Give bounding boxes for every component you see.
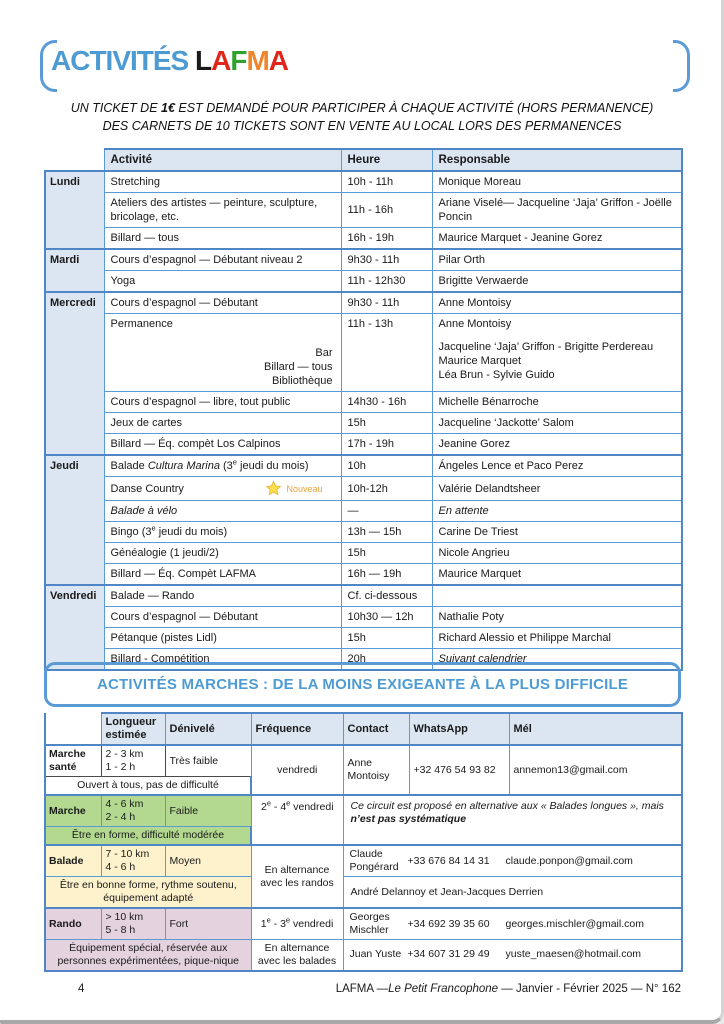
activity-cell: Jeux de cartes <box>104 413 341 434</box>
activity-cell: Yoga <box>104 271 341 293</box>
responsable-cell: Suivant calendrier <box>432 649 682 671</box>
responsable-cell: Brigitte Verwaerde <box>432 271 682 293</box>
frequency-text: - 3 <box>270 917 286 930</box>
responsable-cell: Jeanine Gorez <box>432 434 682 456</box>
time-cell: 11h - 12h30 <box>341 271 432 293</box>
elevation-cell: Moyen <box>165 845 251 877</box>
superscript: e <box>266 915 271 924</box>
corner-cell <box>45 713 101 745</box>
activity-cell <box>104 455 341 477</box>
frequency-cell: En alternance avec les randos <box>251 845 343 908</box>
page-footer <box>44 983 681 995</box>
table-row <box>45 522 682 543</box>
superscript: e <box>232 457 237 467</box>
activity-text-italic: Cultura Marina <box>147 460 220 472</box>
time-cell: 13h — 15h <box>341 522 432 543</box>
length-km: > 10 km <box>105 911 144 923</box>
time-cell: 15h <box>341 628 432 649</box>
activity-cell <box>104 522 341 543</box>
table-row-rando <box>45 908 682 940</box>
time-cell: — <box>341 501 432 522</box>
day-cell-mardi: Mardi <box>45 249 104 292</box>
contact-group-cell <box>343 940 682 972</box>
contact-cell: Georges Mischler <box>349 911 390 936</box>
contact-group-cell <box>343 908 682 940</box>
length-km: 2 - 3 km <box>105 748 144 760</box>
frequency-cell: En alternance avec les balades <box>251 940 343 972</box>
title-word: ACTIVITÉS <box>51 45 196 76</box>
info-text-bold: n’est pas systématique <box>350 813 467 825</box>
table-row-balade <box>45 845 682 877</box>
responsable-sublist <box>439 340 676 382</box>
responsable-cell: En attente <box>432 501 682 522</box>
time-cell: Cf. ci-dessous <box>341 585 432 607</box>
responsable-cell: Monique Moreau <box>432 171 682 193</box>
activity-text: (3 <box>219 460 233 472</box>
ticket-notice <box>24 99 700 135</box>
activity-subitem: Bibliothèque <box>271 375 333 387</box>
activity-text: Balade <box>110 460 148 472</box>
activity-subitem: Bar <box>315 347 333 359</box>
whatsapp-cell: +33 676 84 14 31 <box>407 854 490 867</box>
table-row <box>45 193 682 228</box>
length-cell <box>101 745 165 777</box>
contact-cell: Claude Pongérard <box>349 848 399 873</box>
activity-cell: Cours d’espagnol — Débutant <box>104 607 341 628</box>
contact-cell: Juan Yuste <box>349 948 402 961</box>
time-cell: 15h <box>341 413 432 434</box>
activity-cell: Généalogie (1 jeudi/2) <box>104 543 341 564</box>
superscript: e <box>285 915 291 924</box>
frequency-text: vendredi <box>290 801 334 813</box>
superscript: e <box>151 523 156 533</box>
ticket-notice-line1 <box>24 99 700 117</box>
notice-text: UN TICKET DE <box>70 101 162 115</box>
time-cell: 11h - 13h <box>341 314 432 392</box>
whatsapp-cell: +32 476 54 93 82 <box>409 745 509 795</box>
title-letter: F <box>230 45 247 76</box>
time-cell: 9h30 - 11h <box>341 249 432 271</box>
footer-newsletter-name: Le Petit Francophone <box>388 983 499 995</box>
footer-text-part: — Janvier - Février 2025 — N° 162 <box>498 983 681 995</box>
email-cell: yuste_maesen@hotmail.com <box>505 948 642 961</box>
table-row-marche <box>45 795 682 827</box>
title-letter: M <box>246 45 269 76</box>
info-text: Ce circuit est proposé en alternative aux « Balades longues », mais <box>350 800 664 812</box>
info-cell <box>343 795 682 845</box>
length-cell <box>101 908 165 940</box>
table-header-row <box>45 149 682 171</box>
notice-text: EST DEMANDÉ POUR PARTICIPER À CHAQUE ACTIVITÉ (HORS PERMANENCE) <box>174 101 654 115</box>
length-hours: 1 - 2 h <box>105 761 136 773</box>
table-row <box>45 271 682 293</box>
time-cell: 17h - 19h <box>341 434 432 456</box>
superscript: e <box>286 798 291 808</box>
time-cell: 10h-12h <box>341 477 432 501</box>
table-row <box>45 477 682 501</box>
table-row <box>45 228 682 250</box>
responsable-line: Maurice Marquet <box>438 355 522 367</box>
responsable-cell: Ariane Viselé— Jacqueline ‘Jaja’ Griffon - Joëlle Poncin <box>432 193 682 228</box>
responsable-cell: Ángeles Lence et Paco Perez <box>432 455 682 477</box>
time-cell: 16h - 19h <box>341 228 432 250</box>
activities-table <box>44 148 683 671</box>
activity-text: jeudi du mois) <box>236 460 309 472</box>
responsable-line: Anne Montoisy <box>438 318 512 330</box>
time-cell: 10h <box>341 455 432 477</box>
table-row <box>45 292 682 314</box>
responsable-cell <box>432 314 682 392</box>
row-label-cell: Rando <box>45 908 101 940</box>
time-cell: 9h30 - 11h <box>341 292 432 314</box>
partial-divider <box>412 877 682 878</box>
time-cell: 20h <box>341 649 432 671</box>
column-header-longueur: Longueur estimée <box>101 713 165 745</box>
marches-table <box>44 712 683 972</box>
note-cell: Ouvert à tous, pas de difficulté <box>45 777 251 796</box>
column-header-contact: Contact <box>343 713 409 745</box>
length-hours: 2 - 4 h <box>105 811 136 823</box>
note-cell: Équipement spécial, réservée aux personnes expérimentées, pique-nique <box>45 940 251 972</box>
responsable-cell: Michelle Bénarroche <box>432 392 682 413</box>
page-number: 4 <box>78 983 85 995</box>
activity-cell: Pétanque (pistes Lidl) <box>104 628 341 649</box>
length-cell <box>101 795 165 827</box>
activity-cell: Cours d’espagnol — Débutant niveau 2 <box>104 249 341 271</box>
column-header-denivele: Dénivelé <box>165 713 251 745</box>
activity-sublist <box>111 346 335 388</box>
table-row <box>45 877 682 909</box>
title-letter: A <box>211 45 231 76</box>
time-cell: 10h30 — 12h <box>341 607 432 628</box>
responsable-cell: Pilar Orth <box>432 249 682 271</box>
column-header-activite: Activité <box>104 149 341 171</box>
table-row <box>45 940 682 972</box>
star-icon <box>265 480 282 497</box>
responsable-cell: Jacqueline ‘Jackotte’ Salom <box>432 413 682 434</box>
footer-text <box>336 983 681 995</box>
column-header-mel: Mél <box>509 713 682 745</box>
row-label-cell: Marche <box>45 795 101 827</box>
table-row <box>45 628 682 649</box>
responsable-cell: Carine De Triest <box>432 522 682 543</box>
time-cell: 16h — 19h <box>341 564 432 586</box>
table-row <box>45 543 682 564</box>
responsable-cell: Richard Alessio et Philippe Marchal <box>432 628 682 649</box>
email-cell: georges.mischler@gmail.com <box>505 917 644 930</box>
frequency-text: 1 <box>260 917 267 930</box>
time-cell: 14h30 - 16h <box>341 392 432 413</box>
ticket-notice-line2: DES CARNETS DE 10 TICKETS SONT EN VENTE AU LOCAL LORS DES PERMANENCES <box>102 119 622 133</box>
activity-cell: Cours d’espagnol — Débutant <box>104 292 341 314</box>
frequency-cell <box>251 908 343 940</box>
page-title <box>51 45 288 77</box>
email-cell: annemon13@gmail.com <box>509 745 682 795</box>
frequency-text: vendredi <box>290 917 334 930</box>
column-header-responsable: Responsable <box>432 149 682 171</box>
activity-cell: Balade — Rando <box>104 585 341 607</box>
length-hours: 5 - 8 h <box>105 924 136 936</box>
right-bracket-decoration <box>673 40 690 92</box>
activity-cell: Billard - Compétition <box>104 649 341 671</box>
table-row <box>45 607 682 628</box>
table-header-row <box>45 713 682 745</box>
activity-cell: Billard — tous <box>104 228 341 250</box>
length-km: 7 - 10 km <box>105 848 150 860</box>
day-cell-vendredi: Vendredi <box>45 585 104 670</box>
day-cell-lundi: Lundi <box>45 171 104 249</box>
time-cell: 11h - 16h <box>341 193 432 228</box>
row-label-cell: Balade <box>45 845 101 877</box>
day-cell-jeudi: Jeudi <box>45 455 104 585</box>
row-label-cell: Marche santé <box>45 745 101 777</box>
responsable-cell <box>432 585 682 607</box>
time-cell: 15h <box>341 543 432 564</box>
table-row <box>45 564 682 586</box>
day-cell-mercredi: Mercredi <box>45 292 104 455</box>
notice-price: 1€ <box>161 101 175 115</box>
section-marches-title: ACTIVITÉS MARCHES : DE LA MOINS EXIGEANTE À LA PLUS DIFFICILE <box>44 662 681 707</box>
activity-cell: Cours d’espagnol — libre, tout public <box>104 392 341 413</box>
column-header-heure: Heure <box>341 149 432 171</box>
elevation-cell: Faible <box>165 795 251 827</box>
activity-cell: Balade à vélo <box>104 501 341 522</box>
new-activity-flag <box>265 480 322 497</box>
responsable-cell: Maurice Marquet <box>432 564 682 586</box>
title-letter: L <box>195 45 212 76</box>
title-bar <box>40 40 690 92</box>
responsable-cell: Nathalie Poty <box>432 607 682 628</box>
extra-contact-cell <box>343 877 682 909</box>
activity-cell: Ateliers des artistes — peinture, sculpture, bricolage, etc. <box>104 193 341 228</box>
activity-text: Danse Country <box>110 482 184 495</box>
table-row <box>45 413 682 434</box>
responsable-cell: Valérie Delandtsheer <box>432 477 682 501</box>
contact-group-cell <box>343 845 682 877</box>
length-cell <box>101 845 165 877</box>
activity-cell: Billard — Éq. Compèt LAFMA <box>104 564 341 586</box>
superscript: e <box>266 798 271 808</box>
activity-subitem: Billard — tous <box>264 361 333 373</box>
table-row <box>45 392 682 413</box>
nouveau-badge: Nouveau <box>286 483 323 494</box>
activity-text: jeudi du mois) <box>155 526 228 538</box>
elevation-cell: Fort <box>165 908 251 940</box>
corner-cell <box>45 149 104 171</box>
table-row-permanence <box>45 314 682 392</box>
table-row <box>45 501 682 522</box>
table-row <box>45 249 682 271</box>
column-header-whatsapp: WhatsApp <box>409 713 509 745</box>
responsable-line: Jacqueline ‘Jaja’ Griffon - Brigitte Perdereau <box>438 341 654 353</box>
responsable-cell: Maurice Marquet - Jeanine Gorez <box>432 228 682 250</box>
responsable-cell: Nicole Angrieu <box>432 543 682 564</box>
frequency-text: 2 <box>260 801 267 813</box>
responsable-cell: Anne Montoisy <box>432 292 682 314</box>
table-row-marche-sante <box>45 745 682 777</box>
whatsapp-cell: +34 607 31 29 49 <box>407 948 490 961</box>
length-hours: 4 - 6 h <box>105 861 136 873</box>
elevation-cell: Très faible <box>165 745 251 777</box>
note-cell: Être en bonne forme, rythme soutenu, équipement adapté <box>45 877 251 909</box>
activity-cell: Stretching <box>104 171 341 193</box>
table-row <box>45 455 682 477</box>
frequency-text: - 4 <box>270 801 287 813</box>
responsable-line: Léa Brun - Sylvie Guido <box>438 369 555 381</box>
table-row <box>45 171 682 193</box>
extra-contact-text: André Delannoy et Jean-Jacques Derrien <box>350 885 544 898</box>
whatsapp-cell: +34 692 39 35 60 <box>407 917 490 930</box>
contact-cell: Anne Montoisy <box>343 745 409 795</box>
activity-cell <box>104 314 341 392</box>
title-letter: A <box>268 45 289 76</box>
activity-main: Permanence <box>110 318 173 330</box>
table-row <box>45 434 682 456</box>
time-cell: 10h - 11h <box>341 171 432 193</box>
activity-text: Bingo (3 <box>110 526 152 538</box>
column-header-frequence: Fréquence <box>251 713 343 745</box>
footer-text-part: LAFMA — <box>335 983 389 995</box>
note-cell: Être en forme, difficulté modérée <box>45 827 251 846</box>
length-km: 4 - 6 km <box>105 798 144 810</box>
email-cell: claude.ponpon@gmail.com <box>505 854 633 867</box>
activity-cell: Billard — Éq. compèt Los Calpinos <box>104 434 341 456</box>
frequency-cell: vendredi <box>251 745 343 795</box>
frequency-cell <box>251 795 343 845</box>
table-row <box>45 585 682 607</box>
activity-cell <box>104 477 341 501</box>
